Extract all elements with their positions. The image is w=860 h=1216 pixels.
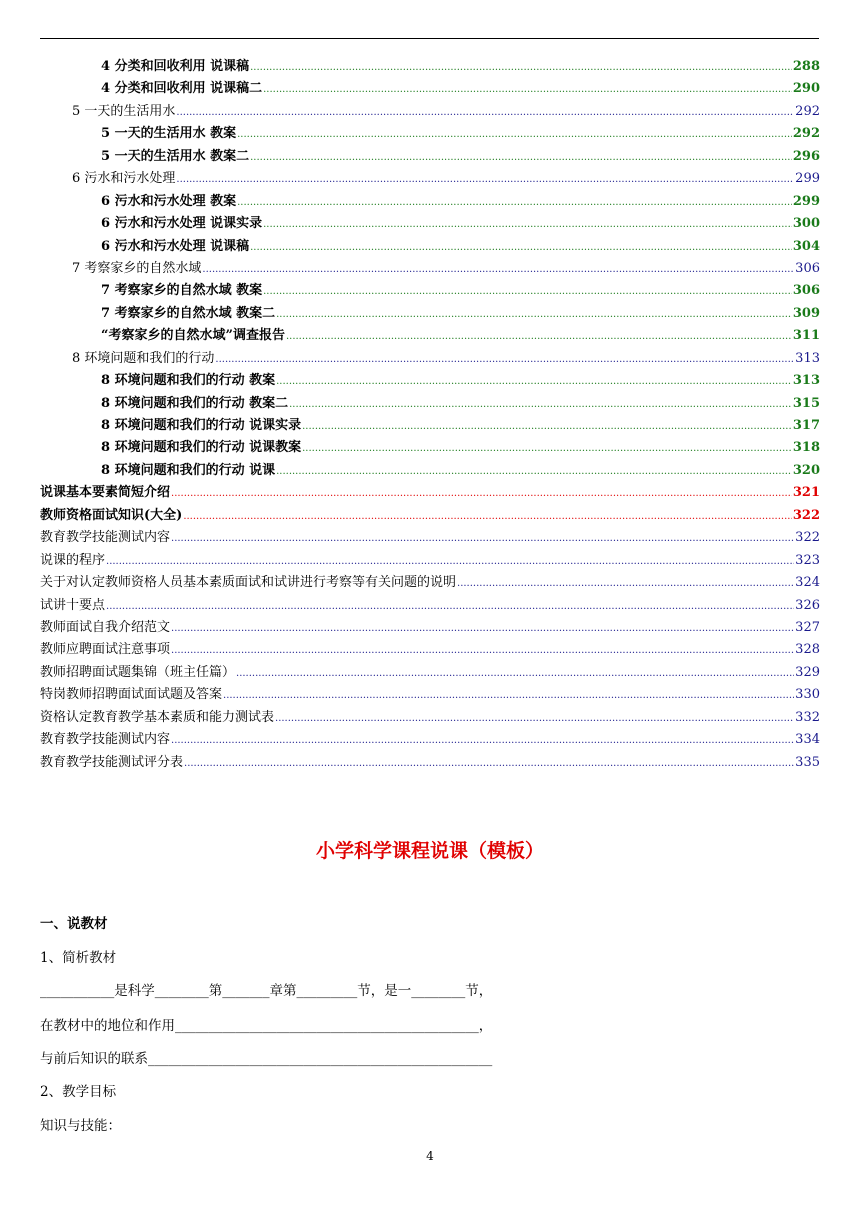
- toc-entry-label: 教育教学技能测试内容: [40, 530, 171, 546]
- toc-entry-label: 8 环境问题和我们的行动 教案: [101, 373, 276, 389]
- toc-entry-page: 323: [795, 552, 820, 568]
- toc-entry-label: 6 污水和污水处理 说课稿: [101, 238, 250, 254]
- toc-entry[interactable]: [0, 662, 860, 684]
- toc-leader-dots: [202, 259, 794, 281]
- toc-leader-dots: [263, 79, 792, 101]
- toc-entry-label: 8 环境问题和我们的行动 教案二: [101, 395, 289, 411]
- toc-entry-label: 试讲十要点: [40, 597, 106, 613]
- toc-entry[interactable]: [0, 280, 860, 302]
- toc-leader-dots: [276, 461, 792, 483]
- toc-entry-label: 教师面试自我介绍范文: [40, 619, 171, 635]
- toc-entry-page: 334: [795, 732, 820, 748]
- toc-entry[interactable]: [0, 460, 860, 482]
- toc-entry-page: 292: [792, 126, 820, 142]
- toc-entry-label: 5 一天的生活用水 教案二: [101, 148, 250, 164]
- toc-entry[interactable]: [0, 213, 860, 235]
- toc-entry[interactable]: [0, 325, 860, 347]
- toc-entry-page: 315: [792, 395, 820, 411]
- toc-leader-dots: [275, 708, 794, 730]
- toc-leader-dots: [223, 685, 794, 707]
- subsection-heading: 2、教学目标: [40, 1084, 117, 1100]
- table-of-contents: [0, 56, 860, 774]
- toc-leader-dots: [302, 416, 792, 438]
- toc-leader-dots: [171, 640, 794, 662]
- toc-entry-page: 328: [795, 642, 820, 658]
- toc-leader-dots: [250, 237, 792, 259]
- page-number: 4: [426, 1149, 434, 1163]
- toc-entry-label: 教育教学技能测试评分表: [40, 754, 184, 770]
- toc-leader-dots: [183, 506, 792, 528]
- toc-leader-dots: [176, 169, 794, 191]
- toc-entry-page: 327: [795, 619, 820, 635]
- toc-entry[interactable]: [0, 550, 860, 572]
- toc-entry-page: 326: [795, 597, 820, 613]
- toc-entry[interactable]: [0, 303, 860, 325]
- toc-entry[interactable]: [0, 617, 860, 639]
- toc-entry-page: 317: [792, 418, 820, 433]
- toc-leader-dots: [302, 438, 792, 460]
- fill-in-line: ___________是科学________第_______章第_________节，是一________节，: [40, 983, 493, 999]
- toc-entry-page: 320: [792, 462, 820, 478]
- toc-entry-page: 321: [792, 485, 820, 501]
- toc-leader-dots: [171, 483, 792, 505]
- toc-entry[interactable]: [0, 370, 860, 392]
- toc-entry-page: 313: [792, 373, 820, 389]
- toc-entry-label: “考察家乡的自然水域”调查报告: [101, 328, 285, 344]
- toc-entry-label: 8 环境问题和我们的行动 说课实录: [101, 418, 302, 433]
- toc-entry-page: 306: [795, 260, 820, 276]
- toc-entry-page: 335: [795, 754, 820, 770]
- toc-leader-dots: [250, 57, 792, 79]
- fill-in-line: 与前后知识的联系___________________________________________________: [40, 1051, 493, 1067]
- toc-entry-label: 教师应聘面试注意事项: [40, 642, 171, 658]
- toc-entry-page: 309: [792, 305, 820, 321]
- toc-leader-dots: [106, 596, 794, 618]
- toc-entry-page: 313: [795, 350, 820, 366]
- toc-entry[interactable]: [0, 146, 860, 168]
- toc-entry-label: 5 一天的生活用水: [72, 103, 176, 119]
- toc-entry-page: 288: [792, 59, 820, 74]
- toc-entry-label: 8 环境问题和我们的行动: [72, 350, 215, 366]
- toc-entry-label: 5 一天的生活用水 教案: [101, 126, 237, 142]
- fill-in-line: 在教材中的地位和作用_____________________________________________，: [40, 1018, 493, 1034]
- toc-leader-dots: [184, 753, 794, 775]
- toc-entry[interactable]: [0, 684, 860, 706]
- toc-leader-dots: [106, 551, 794, 573]
- toc-entry-label: 8 环境问题和我们的行动 说课: [101, 462, 276, 478]
- toc-entry[interactable]: [0, 482, 860, 504]
- toc-entry-label: 说课基本要素简短介绍: [40, 485, 171, 501]
- toc-leader-dots: [263, 281, 792, 303]
- toc-entry-page: 299: [795, 171, 820, 187]
- toc-entry-page: 292: [795, 103, 820, 119]
- toc-entry-label: 8 环境问题和我们的行动 说课教案: [101, 440, 302, 456]
- toc-entry[interactable]: [0, 258, 860, 280]
- toc-entry[interactable]: [0, 572, 860, 594]
- toc-entry[interactable]: [0, 415, 860, 437]
- toc-entry[interactable]: [0, 348, 860, 370]
- toc-entry-page: 299: [792, 193, 820, 209]
- toc-entry-label: 4 分类和回收利用 说课稿二: [101, 81, 263, 97]
- toc-entry[interactable]: [0, 729, 860, 751]
- toc-entry-label: 6 污水和污水处理: [72, 171, 176, 187]
- toc-entry[interactable]: [0, 168, 860, 190]
- toc-entry-page: 300: [792, 216, 820, 232]
- toc-entry[interactable]: [0, 236, 860, 258]
- header-rule: [40, 38, 819, 39]
- toc-entry-label: 关于对认定教师资格人员基本素质面试和试讲进行考察等有关问题的说明: [40, 575, 457, 591]
- document-title: 小学科学课程说课（模板）: [315, 840, 544, 862]
- toc-entry-label: 教师招聘面试题集锦（班主任篇）: [40, 664, 236, 680]
- toc-leader-dots: [286, 326, 792, 348]
- toc-leader-dots: [215, 349, 794, 371]
- toc-leader-dots: [171, 528, 794, 550]
- toc-entry-page: 324: [795, 575, 820, 591]
- toc-entry-page: 330: [795, 687, 820, 703]
- toc-entry-page: 306: [792, 283, 820, 299]
- toc-entry-page: 304: [792, 238, 820, 254]
- toc-leader-dots: [276, 304, 792, 326]
- toc-entry-page: 329: [795, 664, 820, 680]
- toc-leader-dots: [263, 214, 792, 236]
- toc-entry-label: 教育教学技能测试内容: [40, 732, 171, 748]
- toc-entry-label: 资格认定教育教学基本素质和能力测试表: [40, 709, 275, 725]
- paragraph-label: 知识与技能：: [40, 1118, 121, 1134]
- toc-entry-label: 7 考察家乡的自然水域: [72, 260, 202, 276]
- toc-entry-label: 4 分类和回收利用 说课稿: [101, 59, 250, 74]
- toc-entry-page: 296: [792, 148, 820, 164]
- toc-leader-dots: [237, 192, 792, 214]
- toc-entry-label: 说课的程序: [40, 552, 106, 568]
- toc-entry[interactable]: [0, 707, 860, 729]
- toc-leader-dots: [457, 573, 794, 595]
- toc-leader-dots: [289, 394, 792, 416]
- toc-entry-page: 311: [792, 328, 820, 344]
- toc-entry[interactable]: [0, 56, 860, 78]
- toc-leader-dots: [171, 618, 794, 640]
- toc-leader-dots: [276, 371, 792, 393]
- toc-entry[interactable]: [0, 752, 860, 774]
- toc-entry-label: 特岗教师招聘面试面试题及答案: [40, 687, 223, 703]
- toc-entry-page: 322: [792, 507, 820, 523]
- toc-entry[interactable]: [0, 78, 860, 100]
- section-heading: 一、说教材: [40, 916, 108, 932]
- toc-leader-dots: [250, 147, 792, 169]
- toc-entry-label: 教师资格面试知识(大全): [40, 507, 183, 523]
- toc-entry-label: 7 考察家乡的自然水域 教案: [101, 283, 263, 299]
- toc-entry[interactable]: [0, 101, 860, 123]
- toc-leader-dots: [176, 102, 794, 124]
- toc-entry[interactable]: [0, 505, 860, 527]
- toc-entry[interactable]: [0, 639, 860, 661]
- toc-entry[interactable]: [0, 123, 860, 145]
- toc-entry[interactable]: [0, 595, 860, 617]
- toc-entry-page: 290: [792, 81, 820, 97]
- toc-entry[interactable]: [0, 191, 860, 213]
- toc-entry-page: 332: [795, 709, 820, 725]
- toc-entry-label: 7 考察家乡的自然水域 教案二: [101, 305, 276, 321]
- toc-entry[interactable]: [0, 437, 860, 459]
- toc-entry-label: 6 污水和污水处理 说课实录: [101, 216, 263, 232]
- toc-leader-dots: [237, 124, 792, 146]
- subsection-heading: 1、简析教材: [40, 950, 117, 966]
- toc-leader-dots: [171, 730, 794, 752]
- toc-entry[interactable]: [0, 527, 860, 549]
- toc-entry-page: 322: [795, 530, 820, 546]
- toc-entry-page: 318: [792, 440, 820, 456]
- toc-entry-label: 6 污水和污水处理 教案: [101, 193, 237, 209]
- toc-entry[interactable]: [0, 393, 860, 415]
- toc-leader-dots: [236, 663, 794, 685]
